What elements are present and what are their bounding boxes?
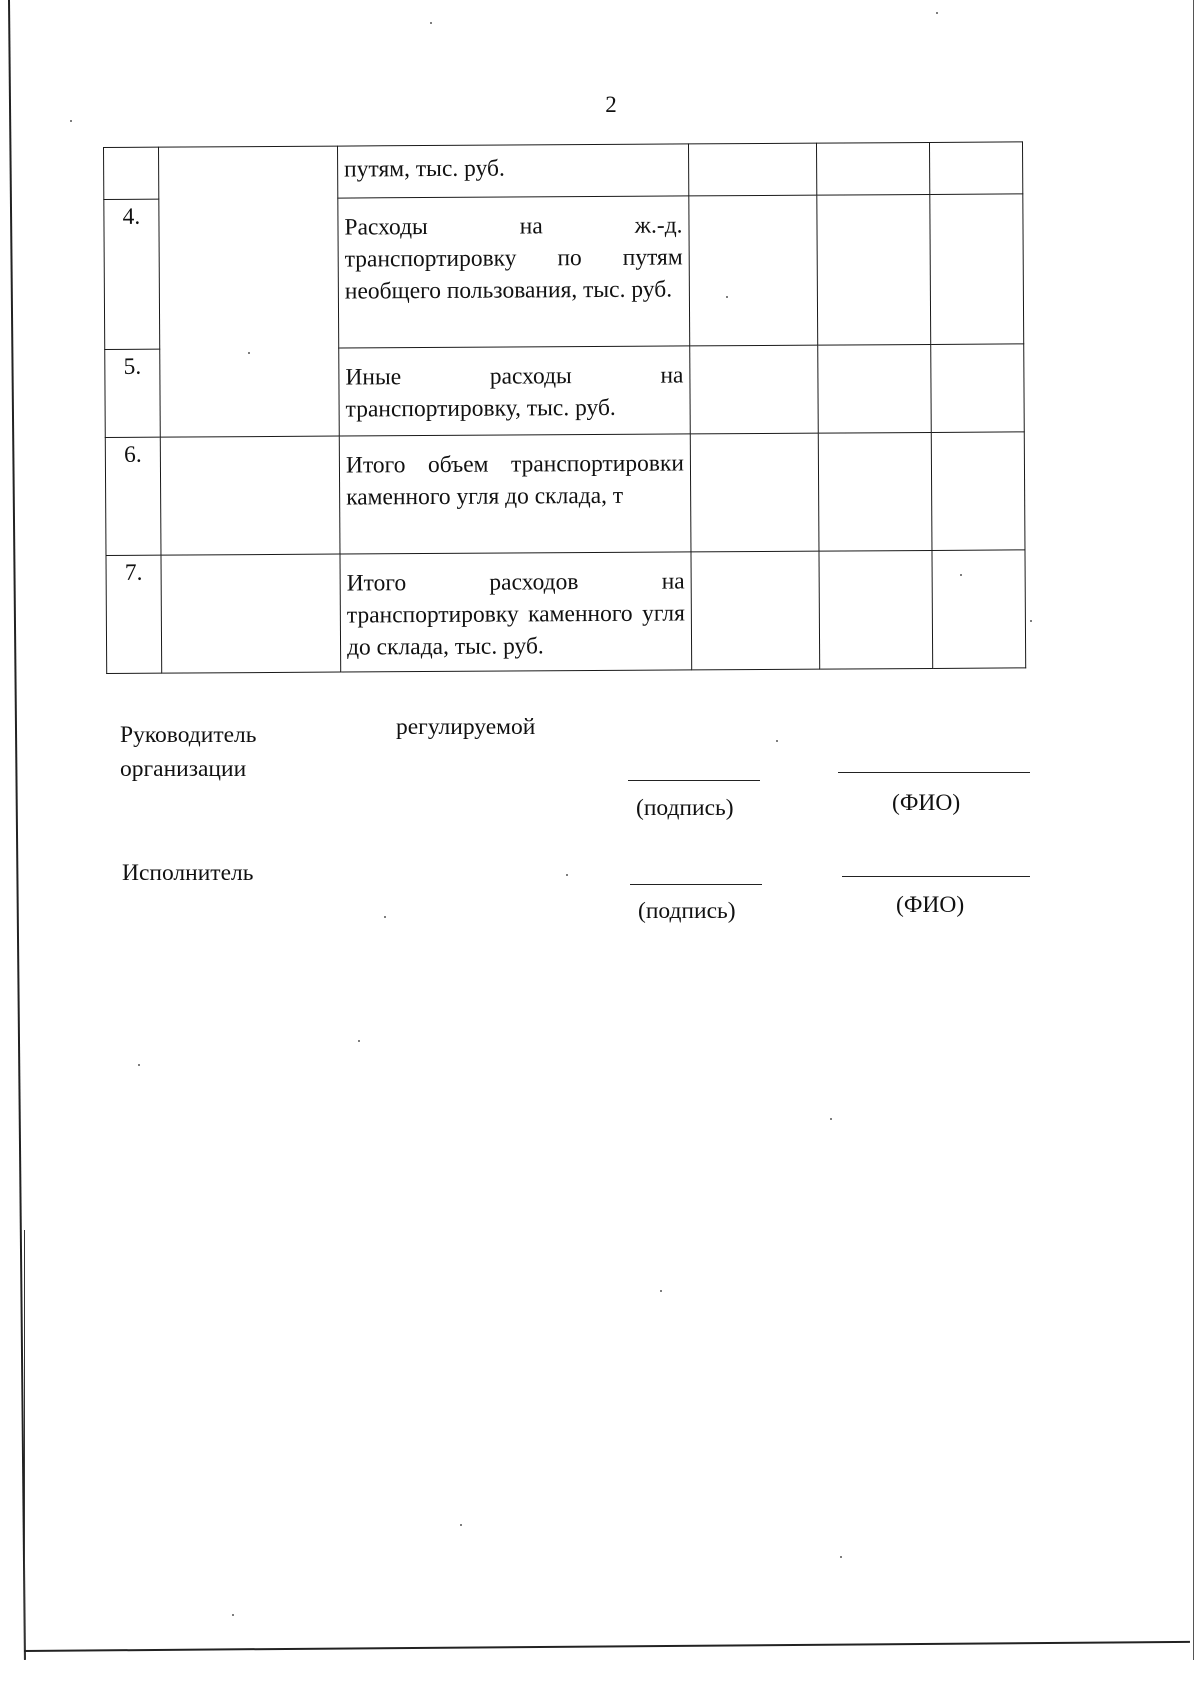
report-table: [103, 141, 1026, 674]
scan-speck: [232, 1614, 234, 1616]
executor-fio-caption: (ФИО): [896, 892, 965, 918]
value-cell: [817, 194, 931, 345]
value-cell: [818, 432, 932, 551]
table-row: [106, 550, 1026, 674]
scan-speck: [840, 1556, 842, 1558]
row-description: путям, тыс. руб.: [337, 144, 688, 198]
value-cell: [932, 550, 1026, 669]
row-description: Расходы на ж.-д. транспортировку по путям необщего пользования, тыс. руб.: [338, 196, 690, 348]
scan-speck: [70, 120, 72, 122]
head-signature-caption: (подпись): [636, 795, 734, 821]
value-cell: [816, 142, 929, 195]
value-cell: [688, 143, 816, 196]
row-number: 7.: [106, 555, 162, 673]
value-cell: [931, 344, 1025, 433]
row-number: 6.: [105, 437, 161, 555]
page-edge-left-inner: [24, 1230, 25, 1660]
executor-label: Исполнитель: [122, 860, 254, 886]
executor-signature-line: [630, 884, 762, 885]
scan-speck: [248, 352, 250, 354]
head-signature-line: [628, 780, 760, 781]
scan-speck: [138, 1064, 140, 1066]
row-description: Итого объем транспортировки каменного угля до склада, т: [339, 434, 691, 554]
row-description: Итого расходов на транспортировку каменного угля до склада, тыс. руб.: [340, 552, 692, 672]
value-cell: [819, 550, 933, 669]
blank-cell: [161, 554, 341, 673]
value-cell: [818, 344, 932, 433]
scan-speck: [830, 1118, 832, 1120]
value-cell: [931, 432, 1025, 551]
report-table-wrapper: [103, 141, 1026, 674]
page-edge-bottom: [24, 1641, 1190, 1652]
executor-signature-caption: (подпись): [638, 898, 736, 924]
page-edge-right: [1193, 0, 1194, 1660]
value-cell: [689, 195, 818, 346]
merged-blank-cell: [159, 146, 340, 437]
scan-speck: [776, 740, 778, 742]
head-fio-line: [838, 772, 1030, 773]
blank-cell: [160, 436, 340, 555]
scan-speck: [1030, 620, 1032, 622]
scan-speck: [358, 1040, 360, 1042]
table-row: [105, 432, 1025, 556]
head-label-line2: организации: [120, 756, 247, 782]
value-cell: [690, 345, 819, 434]
scan-speck: [936, 12, 938, 14]
scan-speck: [460, 1524, 462, 1526]
scan-speck: [384, 916, 386, 918]
head-fio-caption: (ФИО): [892, 790, 961, 816]
scan-speck: [660, 1290, 662, 1292]
page-number: 2: [605, 92, 617, 117]
executor-fio-line: [842, 876, 1030, 877]
row-number: [104, 147, 159, 199]
scan-speck: [566, 874, 568, 876]
scan-speck: [430, 22, 432, 24]
scan-speck: [726, 296, 728, 298]
row-number: 4.: [104, 199, 160, 349]
value-cell: [691, 551, 820, 670]
head-label-mid: регулируемой: [396, 714, 536, 740]
value-cell: [690, 433, 819, 552]
value-cell: [930, 194, 1024, 345]
row-number: 5.: [105, 349, 161, 437]
value-cell: [929, 142, 1022, 195]
scan-speck: [960, 574, 962, 576]
table-row: [104, 142, 1023, 200]
row-description: Иные расходы на транспортировку, тыс. руб.: [339, 346, 691, 436]
head-label-line1: Руководитель: [120, 722, 257, 748]
